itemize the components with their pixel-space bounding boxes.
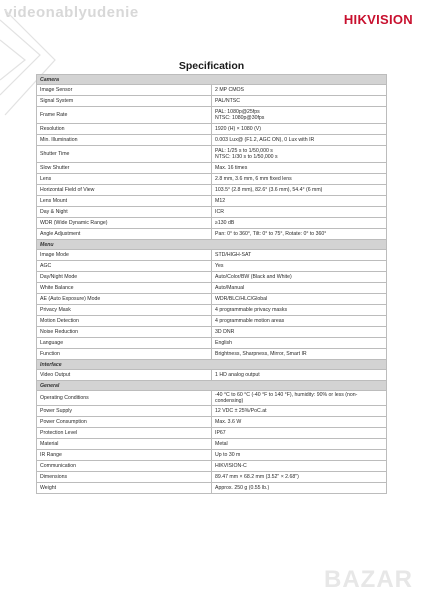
spec-row <box>37 316 387 327</box>
spec-value <box>212 272 387 283</box>
spec-row <box>37 218 387 229</box>
spec-value-line: STD/HIGH-SAT <box>215 252 252 258</box>
spec-row <box>37 185 387 196</box>
spec-value <box>212 196 387 207</box>
spec-value <box>212 146 387 163</box>
spec-row <box>37 107 387 124</box>
spec-label: Power Supply <box>37 406 212 417</box>
spec-row <box>37 461 387 472</box>
spec-label: Slow Shutter <box>37 163 212 174</box>
spec-row <box>37 174 387 185</box>
spec-label: Lens Mount <box>37 196 212 207</box>
spec-value <box>212 338 387 349</box>
spec-value-line: 12 VDC ± 25%/PoC.at <box>215 408 267 414</box>
spec-row <box>37 327 387 338</box>
spec-label: Protection Level <box>37 428 212 439</box>
spec-value-line: PAL: 1/25 s to 1/50,000 s <box>215 148 273 154</box>
spec-table-container <box>36 74 387 494</box>
spec-label: Privacy Mask <box>37 305 212 316</box>
spec-value-line: 2.8 mm, 3.6 mm, 6 mm fixed lens <box>215 176 292 182</box>
spec-table <box>36 74 387 494</box>
spec-label: Image Sensor <box>37 85 212 96</box>
spec-label: AGC <box>37 261 212 272</box>
spec-value-line: WDR/BLC/HLC/Global <box>215 296 268 302</box>
spec-label: AE (Auto Exposure) Mode <box>37 294 212 305</box>
spec-label: Frame Rate <box>37 107 212 124</box>
spec-row <box>37 294 387 305</box>
spec-label: Day/Night Mode <box>37 272 212 283</box>
spec-row <box>37 349 387 360</box>
spec-section-header <box>37 240 387 250</box>
spec-label: Noise Reduction <box>37 327 212 338</box>
spec-value <box>212 229 387 240</box>
spec-label: Min. Illumination <box>37 135 212 146</box>
spec-row <box>37 207 387 218</box>
spec-label: Lens <box>37 174 212 185</box>
spec-row <box>37 196 387 207</box>
spec-value-line: Yes <box>215 263 224 269</box>
spec-value <box>212 135 387 146</box>
spec-row <box>37 283 387 294</box>
spec-label: Horizontal Field of View <box>37 185 212 196</box>
spec-value <box>212 294 387 305</box>
spec-row <box>37 305 387 316</box>
spec-value <box>212 283 387 294</box>
spec-value-line: 1920 (H) × 1080 (V) <box>215 126 261 132</box>
spec-value-line: Max. 16 times <box>215 165 248 171</box>
spec-label: WDR (Wide Dynamic Range) <box>37 218 212 229</box>
spec-value <box>212 428 387 439</box>
spec-value-line: Pan: 0° to 360°, Tilt: 0° to 75°, Rotate: 0° to 360° <box>215 231 327 237</box>
spec-value-line: 89.47 mm × 68.2 mm (3.52" × 2.68") <box>215 474 299 480</box>
spec-row <box>37 250 387 261</box>
spec-value <box>212 450 387 461</box>
spec-value-line: 4 programmable motion areas <box>215 318 285 324</box>
spec-value-line: PAL: 1080p@25fps <box>215 109 260 115</box>
spec-row <box>37 417 387 428</box>
spec-row <box>37 146 387 163</box>
spec-label: IR Range <box>37 450 212 461</box>
spec-label: Power Consumption <box>37 417 212 428</box>
spec-value-line: Metal <box>215 441 228 447</box>
spec-row <box>37 135 387 146</box>
spec-value <box>212 327 387 338</box>
spec-value-line: 0.003 Lux@ (F1.2, AGC ON), 0 Lux with IR <box>215 137 315 143</box>
spec-value-line: Max. 3.6 W <box>215 419 242 425</box>
spec-row <box>37 391 387 406</box>
spec-value <box>212 124 387 135</box>
brand-logo: HIKVISION <box>343 12 413 27</box>
spec-value <box>212 439 387 450</box>
spec-section-header <box>37 381 387 391</box>
spec-row <box>37 261 387 272</box>
spec-value-line: -40 °C to 60 °C (-40 °F to 140 °F), humidity: 90% or less (non-condensing) <box>215 392 358 404</box>
section-title: Interface <box>37 360 387 370</box>
spec-value <box>212 96 387 107</box>
spec-label: Video Output <box>37 370 212 381</box>
spec-value-line: Auto/Manual <box>215 285 245 291</box>
spec-value <box>212 391 387 406</box>
spec-row <box>37 428 387 439</box>
spec-row <box>37 272 387 283</box>
page-header <box>0 0 423 46</box>
spec-value <box>212 406 387 417</box>
spec-value-line: 4 programmable privacy masks <box>215 307 288 313</box>
spec-label: Operating Conditions <box>37 391 212 406</box>
spec-row <box>37 472 387 483</box>
spec-label: Communication <box>37 461 212 472</box>
spec-value-line: NTSC: 1/30 s to 1/50,000 s <box>215 154 278 160</box>
section-title: Menu <box>37 240 387 250</box>
spec-value-line: Brightness, Sharpness, Mirror, Smart IR <box>215 351 307 357</box>
spec-label: White Balance <box>37 283 212 294</box>
spec-value <box>212 107 387 124</box>
spec-row <box>37 483 387 494</box>
spec-value <box>212 163 387 174</box>
spec-value-line: IP67 <box>215 430 226 436</box>
spec-value-line: Up to 30 m <box>215 452 241 458</box>
spec-value <box>212 185 387 196</box>
spec-label: Resolution <box>37 124 212 135</box>
spec-value-line: Auto/Color/BW (Black and White) <box>215 274 292 280</box>
spec-value-line: M12 <box>215 198 226 204</box>
spec-value-line: 103.5° (2.8 mm), 82.6° (3.6 mm), 54.4° (6 mm) <box>215 187 323 193</box>
spec-row <box>37 450 387 461</box>
spec-label: Function <box>37 349 212 360</box>
spec-value-line: 2 MP CMOS <box>215 87 245 93</box>
spec-row <box>37 406 387 417</box>
page-title: Specification <box>178 60 245 72</box>
spec-label: Weight <box>37 483 212 494</box>
spec-value <box>212 85 387 96</box>
spec-value <box>212 472 387 483</box>
spec-value <box>212 461 387 472</box>
section-title: Camera <box>37 75 387 85</box>
spec-row <box>37 229 387 240</box>
spec-value-line: ≥130 dB <box>215 220 235 226</box>
spec-value-line: Approx. 250 g (0.55 lb.) <box>215 485 270 491</box>
spec-row <box>37 370 387 381</box>
spec-value <box>212 174 387 185</box>
spec-label: Language <box>37 338 212 349</box>
spec-row <box>37 439 387 450</box>
spec-label: Day & Night <box>37 207 212 218</box>
spec-label: Angle Adjustment <box>37 229 212 240</box>
spec-value <box>212 207 387 218</box>
spec-value-line: HIKVISION-C <box>215 463 247 469</box>
spec-row <box>37 96 387 107</box>
section-title: General <box>37 381 387 391</box>
spec-row <box>37 85 387 96</box>
spec-value <box>212 250 387 261</box>
bazar-watermark: BAZAR <box>324 566 413 593</box>
spec-value-line: NTSC: 1080p@30fps <box>215 115 265 121</box>
spec-label: Image Mode <box>37 250 212 261</box>
spec-label: Shutter Time <box>37 146 212 163</box>
spec-row <box>37 124 387 135</box>
spec-label: Dimensions <box>37 472 212 483</box>
spec-section-header <box>37 75 387 85</box>
spec-value <box>212 316 387 327</box>
spec-value <box>212 370 387 381</box>
spec-value <box>212 417 387 428</box>
spec-value <box>212 483 387 494</box>
spec-value-line: English <box>215 340 233 346</box>
spec-label: Motion Detection <box>37 316 212 327</box>
spec-value <box>212 218 387 229</box>
spec-row <box>37 163 387 174</box>
spec-value-line: PAL/NTSC <box>215 98 240 104</box>
spec-value <box>212 261 387 272</box>
spec-section-header <box>37 360 387 370</box>
spec-value-line: ICR <box>215 209 224 215</box>
watermark-text: videonablyudenie <box>4 4 139 21</box>
spec-label: Signal System <box>37 96 212 107</box>
spec-value-line: 3D DNR <box>215 329 235 335</box>
spec-label: Material <box>37 439 212 450</box>
spec-value <box>212 349 387 360</box>
spec-value-line: 1 HD analog output <box>215 372 260 378</box>
spec-row <box>37 338 387 349</box>
spec-value <box>212 305 387 316</box>
